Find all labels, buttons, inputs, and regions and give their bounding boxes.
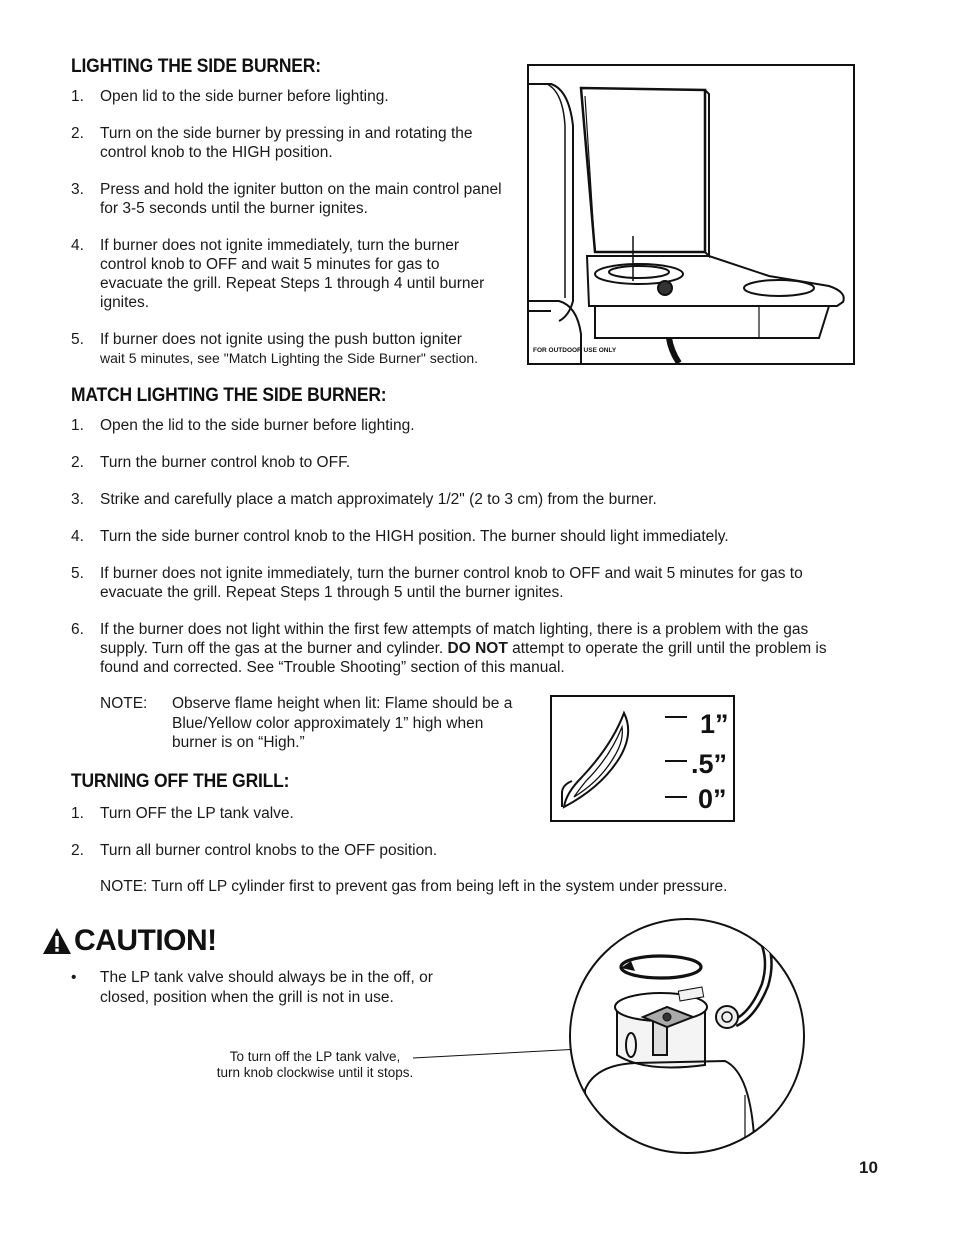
valve-caption: To turn off the LP tank valve, turn knob clockwise until it stops. (216, 1049, 414, 1080)
section-title-lighting: LIGHTING THE SIDE BURNER: (71, 56, 321, 77)
list-item: 6. If the burner does not light within the first few attempts of match lighting, there is a problem with the gas supply. Turn off the gas at the burner and cylinder. DO NOT attempt to operate the grill until the problem is found and corrected. See “Trouble Shooting” section of this manual. (71, 621, 827, 676)
list-item: 1. Open lid to the side burner before lighting. (71, 88, 389, 105)
list-item: 5. If burner does not ignite immediately, turn the burner control knob to OFF and wait 5 minutes for gas to evacuate the grill. Repeat Steps 1 through 5 until the burner ignites. (71, 565, 803, 601)
flame-height-illustration (550, 695, 735, 822)
list-item: 4. If burner does not ignite immediately, turn the burner control knob to OFF and wait 5 minutes for gas to evacuate the grill. Repeat Steps 1 through 4 until burner ignites. (71, 237, 485, 311)
side-burner-illustration (527, 64, 855, 365)
side-burner-drawing (529, 66, 853, 363)
note-label: NOTE: (100, 695, 148, 712)
flame-label-0in: 0” (698, 784, 727, 814)
caution-heading (42, 924, 217, 958)
list-item: 3. Strike and carefully place a match approximately 1/2" (2 to 3 cm) from the burner. (71, 491, 657, 508)
list-item: 4. Turn the side burner control knob to the HIGH position. The burner should light immediately. (71, 528, 729, 545)
list-item: 2. Turn the burner control knob to OFF. (71, 454, 351, 471)
section-title-match-lighting: MATCH LIGHTING THE SIDE BURNER: (71, 385, 387, 406)
match-steps (71, 416, 846, 677)
list-item: 2. Turn on the side burner by pressing in and rotating the control knob to the HIGH position. (71, 125, 473, 161)
section-title-turning-off: TURNING OFF THE GRILL: (71, 771, 290, 792)
warning-triangle-icon (42, 927, 72, 955)
list-item: 1. Turn OFF the LP tank valve. (71, 805, 294, 822)
lp-tank-valve-illustration (405, 905, 805, 1167)
turning-off-note: NOTE: Turn off LP cylinder first to prevent gas from being left in the system under pressure. (100, 878, 728, 895)
flame-label-1in: 1” (700, 709, 729, 739)
page-number: 10 (859, 1158, 878, 1177)
caution-text: The LP tank valve should always be in the off, or closed, position when the grill is not in use. (100, 969, 433, 1006)
turning-off-steps (71, 804, 671, 860)
flame-note (100, 694, 520, 753)
note-text: Observe flame height when lit: Flame should be a Blue/Yellow color approximately 1” high when burner is on “High.” (172, 695, 513, 751)
list-item: 1. Open the lid to the side burner before lighting. (71, 417, 415, 434)
warning-emphasis: DO NOT (447, 640, 508, 657)
list-item: 2. Turn all burner control knobs to the OFF position. (71, 842, 438, 859)
list-item: 5. If burner does not ignite using the push button igniter wait 5 minutes, see "Match Lighting the Side Burner" section. (71, 331, 479, 366)
flame-label-half-in: .5” (691, 749, 728, 779)
figure-label: FOR OUTDOOR USE ONLY (533, 347, 617, 354)
lighting-steps (71, 87, 516, 368)
bullet-marker: • (71, 969, 77, 986)
caution-title: CAUTION! (74, 924, 217, 957)
list-item: 3. Press and hold the igniter button on the main control panel for 3-5 seconds until the burner ignites. (71, 181, 502, 217)
